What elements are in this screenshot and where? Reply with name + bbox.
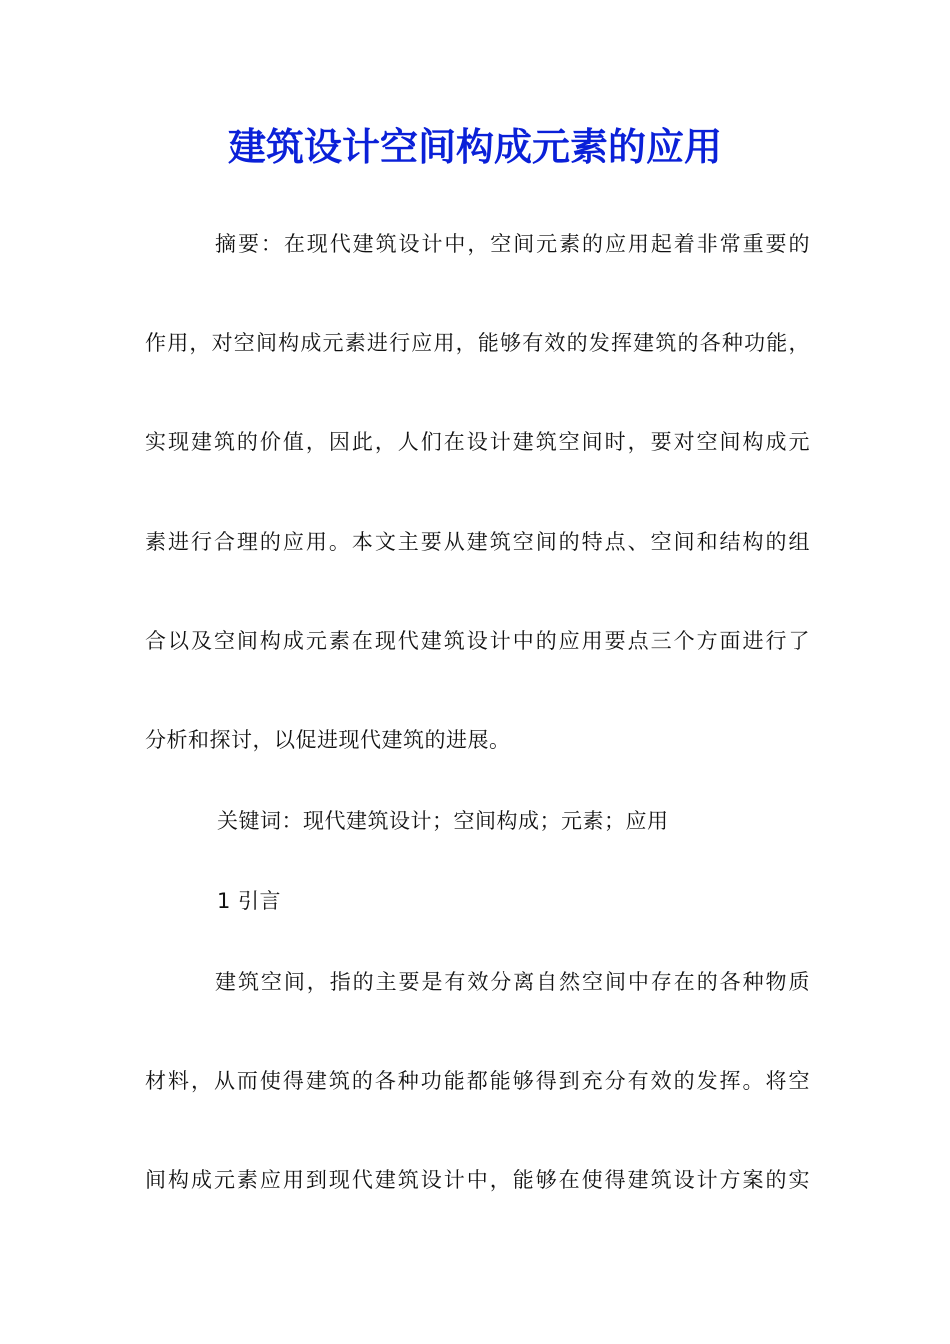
abstract-line: 摘要：在现代建筑设计中，空间元素的应用起着非常重要的	[215, 232, 810, 256]
abstract-line: 作用，对空间构成元素进行应用，能够有效的发挥建筑的各种功能，	[145, 331, 810, 355]
body-line: 建筑空间，指的主要是有效分离自然空间中存在的各种物质	[215, 970, 810, 994]
abstract-line: 合以及空间构成元素在现代建筑设计中的应用要点三个方面进行了	[145, 629, 810, 653]
body-line: 材料，从而使得建筑的各种功能都能够得到充分有效的发挥。将空	[145, 1069, 810, 1093]
abstract-line: 素进行合理的应用。本文主要从建筑空间的特点、空间和结构的组	[145, 530, 810, 554]
body-line: 间构成元素应用到现代建筑设计中，能够在使得建筑设计方案的实	[145, 1168, 810, 1192]
keywords-line: 关键词：现代建筑设计；空间构成；元素；应用	[217, 809, 669, 833]
abstract-line: 分析和探讨，以促进现代建筑的进展。	[145, 728, 511, 752]
section-heading: 1 引言	[217, 889, 282, 913]
abstract-line: 实现建筑的价值，因此，人们在设计建筑空间时，要对空间构成元	[145, 430, 810, 454]
document-title: 建筑设计空间构成元素的应用	[227, 124, 722, 169]
